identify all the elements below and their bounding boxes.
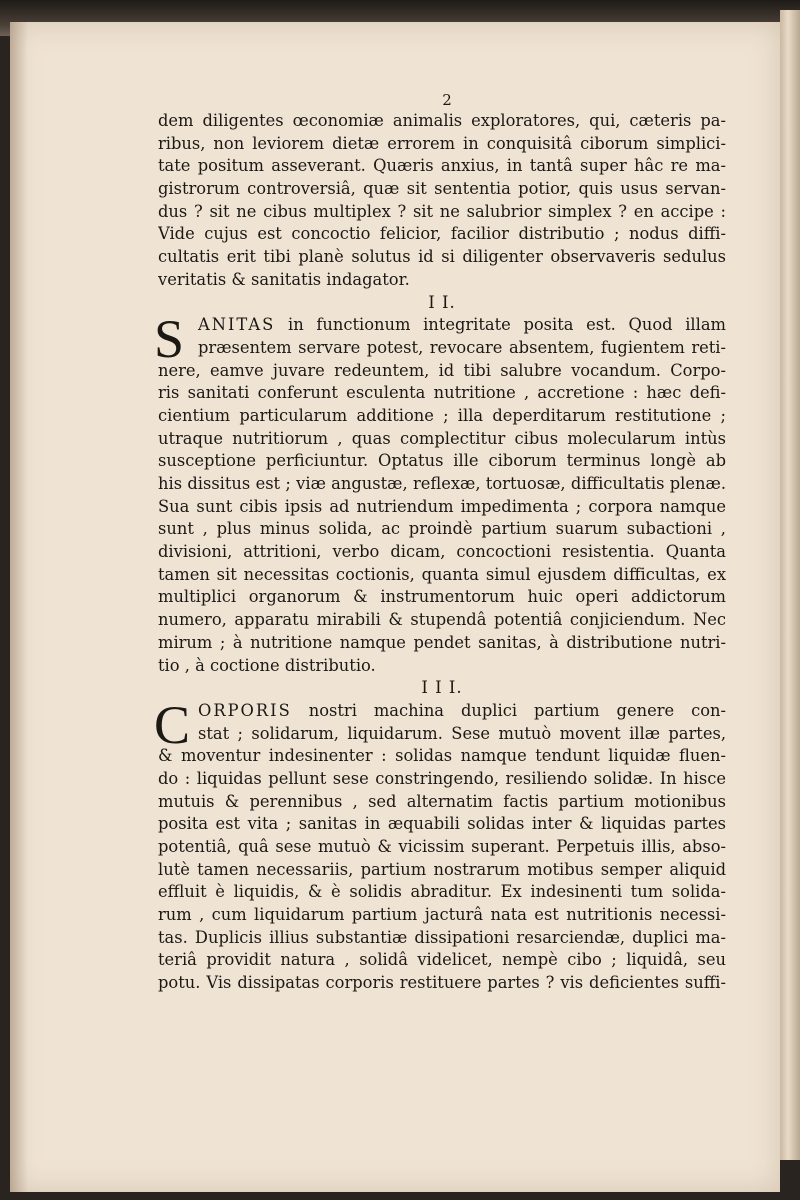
- text-line: ribus, non leviorem dietæ errorem in conquisitâ ciborum simplici-: [158, 133, 726, 153]
- section-heading-2: I I.: [428, 292, 456, 312]
- text-line: dem diligentes œconomiæ animalis exploratores, qui, cæteris pa-: [158, 111, 726, 130]
- text-line: posita est vita ; sanitas in æquabili solidas inter & liquidas partes: [158, 814, 726, 834]
- page-edges: [780, 10, 800, 1160]
- drop-cap: S: [154, 309, 185, 370]
- text-line: multiplici organorum & instrumentorum huic operi addictorum: [158, 587, 726, 607]
- text-line: teriâ providit natura , solidâ videlicet, nempè cibo ; liquidâ, seu: [158, 950, 726, 970]
- intro-paragraph: [158, 110, 726, 292]
- text-line: tamen sit necessitas coctionis, quanta simul ejusdem difficultas, ex: [158, 564, 726, 584]
- text-line: do : liquidas pellunt sese constringendo, resiliendo solidæ. In hisce: [158, 768, 726, 788]
- text-line: dus ? sit ne cibus multiplex ? sit ne salubrior simplex ? en accipe :: [158, 201, 726, 221]
- text-line: [158, 700, 726, 723]
- text-line: tio , à coctione distributio.: [158, 655, 376, 675]
- drop-cap: C: [154, 694, 191, 755]
- section-2-paragraph: [154, 309, 726, 677]
- text-line: utraque nutritiorum , quas complectitur cibus molecularum intùs: [158, 428, 726, 448]
- line-text: nostri machina duplici partium genere con-: [308, 700, 726, 720]
- text-line: mutuis & perennibus , sed alternatim factis partium motionibus: [158, 791, 726, 811]
- text-line: veritatis & sanitatis indagator.: [158, 269, 410, 289]
- text-line: stat ; solidarum, liquidarum. Sese mutuò movent illæ partes,: [198, 723, 726, 743]
- text-line: his dissitus est ; viæ angustæ, reflexæ, tortuosæ, difficultatis plenæ.: [158, 474, 726, 493]
- first-word: ANITAS: [198, 315, 276, 335]
- text-line: cientium particularum additione ; illa deperditarum restitutione ;: [158, 405, 726, 425]
- text-line: ris sanitati conferunt esculenta nutritione , accretione : hæc defi-: [158, 383, 726, 403]
- text-line: tas. Duplicis illius substantiæ dissipationi resarciendæ, duplici ma-: [158, 927, 726, 947]
- first-word: ORPORIS: [198, 700, 292, 720]
- text-line: gistrorum controversiâ, quæ sit sententia potior, quis usus servan-: [158, 179, 726, 199]
- text-line: cultatis erit tibi planè solutus id si diligenter observaveris sedulus: [158, 247, 726, 267]
- line-text: in functionum integritate posita est. Quod illam: [288, 315, 726, 335]
- text-line: & moventur indesinenter : solidas namque tendunt liquidæ fluen-: [158, 746, 726, 766]
- text-line: Sua sunt cibis ipsis ad nutriendum impedimenta ; corpora namque: [158, 496, 726, 516]
- text-line: potentiâ, quâ sese mutuò & vicissim superant. Perpetuis illis, abso-: [158, 837, 726, 856]
- text-line: divisioni, attritioni, verbo dicam, concoctioni resistentia. Quanta: [158, 542, 726, 562]
- text-line: rum , cum liquidarum partium jacturâ nata est nutritionis necessi-: [158, 905, 726, 925]
- text-line: Vide cujus est concoctio felicior, facilior distributio ; nodus diffi-: [158, 224, 726, 244]
- text-line: potu. Vis dissipatas corporis restituere partes ? vis deficientes suffi-: [158, 973, 726, 993]
- text-line: mirum ; à nutritione namque pendet sanitas, à distributione nutri-: [158, 632, 726, 652]
- text-line: tate positum asseverant. Quæris anxius, in tantâ super hâc re ma-: [158, 156, 726, 176]
- page-number: 2: [442, 91, 452, 109]
- text-line: nere, eamve juvare redeuntem, id tibi salubre vocandum. Corpo-: [158, 360, 726, 380]
- text-line: sunt , plus minus solida, ac proindè partium suarum subactioni ,: [158, 519, 726, 539]
- text-line: susceptione perficiuntur. Optatus ille ciborum terminus longè ab: [158, 451, 726, 471]
- text-line: lutè tamen necessariis, partium nostrarum motibus semper aliquid: [158, 859, 726, 879]
- page-text: [154, 90, 726, 995]
- text-line: numero, apparatu mirabili & stupendâ potentiâ conjiciendum. Nec: [158, 610, 726, 630]
- text-line: [158, 314, 726, 337]
- text-line: effluit è liquidis, & è solidis abraditur. Ex indesinenti tum solida-: [158, 882, 726, 902]
- section-heading-3: I I I.: [421, 678, 463, 698]
- text-line: præsentem servare potest, revocare absentem, fugientem reti-: [198, 337, 726, 357]
- section-3-paragraph: [154, 694, 726, 995]
- page-gutter-shadow: [10, 22, 28, 1192]
